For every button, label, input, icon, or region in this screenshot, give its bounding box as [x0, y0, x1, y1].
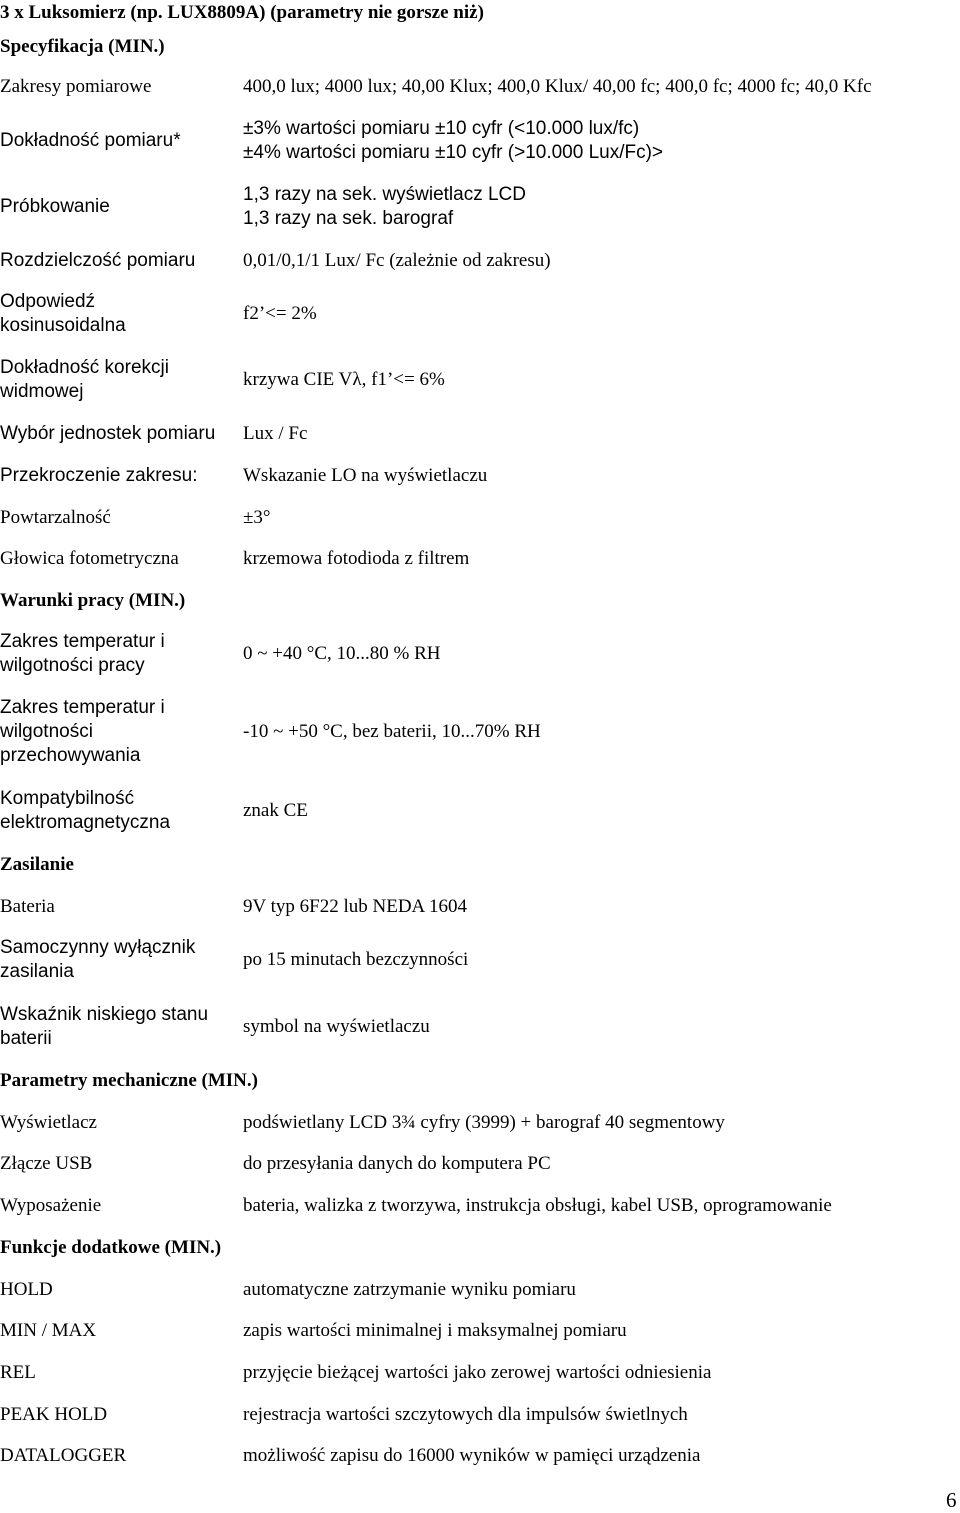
value-autooff: po 15 minutach bezczynności	[243, 949, 469, 970]
label-lowbat-2: baterii	[0, 1028, 52, 1049]
label-spectral-1: Dokładność korekcji	[0, 357, 169, 378]
value-spectral: krzywa CIE Vλ, f1’<= 6%	[243, 369, 445, 390]
value-ranges: 400,0 lux; 4000 lux; 40,00 Klux; 400,0 Klux/ 40,00 fc; 400,0 fc; 4000 fc; 40,0 Kfc	[243, 76, 872, 97]
value-sampling-1: 1,3 razy na sek. wyświetlacz LCD	[243, 184, 526, 205]
value-accuracy-2: ±4% wartości pomiaru ±10 cyfr (>10.000 Lux/Fc)>	[243, 142, 664, 163]
label-datalogger: DATALOGGER	[0, 1445, 127, 1466]
value-cosine: f2’<= 2%	[243, 303, 317, 324]
section-title-spec: Specyfikacja (MIN.)	[0, 36, 165, 57]
label-spectral-2: widmowej	[0, 381, 84, 402]
section-title-work: Warunki pracy (MIN.)	[0, 590, 186, 611]
label-repeat: Powtarzalność	[0, 507, 111, 528]
label-cosine-1: Odpowiedź	[0, 291, 96, 312]
label-autooff-1: Samoczynny wyłącznik	[0, 937, 196, 958]
document-heading: 3 x Luksomierz (np. LUX8809A) (parametry nie gorsze niż)	[0, 2, 484, 23]
value-display: podświetlany LCD 3¾ cyfry (3999) + barograf 40 segmentowy	[243, 1112, 725, 1133]
value-lowbat: symbol na wyświetlaczu	[243, 1016, 430, 1037]
label-ranges: Zakresy pomiarowe	[0, 76, 152, 97]
label-sampling: Próbkowanie	[0, 196, 110, 217]
label-storage-1: Zakres temperatur i	[0, 697, 165, 718]
label-storage-3: przechowywania	[0, 745, 141, 766]
label-usb: Złącze USB	[0, 1153, 93, 1174]
value-datalogger: możliwość zapisu do 16000 wyników w pamięci urządzenia	[243, 1445, 701, 1466]
section-title-extra: Funkcje dodatkowe (MIN.)	[0, 1237, 222, 1258]
value-rel: przyjęcie bieżącej wartości jako zerowej wartości odniesienia	[243, 1362, 712, 1383]
label-display: Wyświetlacz	[0, 1112, 97, 1133]
value-emc: znak CE	[243, 800, 308, 821]
value-storage: -10 ~ +50 °C, bez baterii, 10...70% RH	[243, 721, 541, 742]
label-equipment: Wyposażenie	[0, 1195, 102, 1216]
value-resolution: 0,01/0,1/1 Lux/ Fc (zależnie od zakresu)	[243, 250, 551, 271]
value-sampling-2: 1,3 razy na sek. barograf	[243, 208, 454, 229]
value-overrange: Wskazanie LO na wyświetlaczu	[243, 465, 488, 486]
label-emc-1: Kompatybilność	[0, 788, 135, 809]
label-autooff-2: zasilania	[0, 961, 74, 982]
label-lowbat-1: Wskaźnik niskiego stanu	[0, 1004, 209, 1025]
label-head: Głowica fotometryczna	[0, 548, 179, 569]
label-overrange: Przekroczenie zakresu:	[0, 465, 198, 486]
value-minmax: zapis wartości minimalnej i maksymalnej pomiaru	[243, 1320, 627, 1341]
label-operating-1: Zakres temperatur i	[0, 631, 165, 652]
label-peak: PEAK HOLD	[0, 1404, 108, 1425]
label-rel: REL	[0, 1362, 36, 1383]
label-operating-2: wilgotności pracy	[0, 655, 145, 676]
label-minmax: MIN / MAX	[0, 1320, 97, 1341]
label-resolution: Rozdzielczość pomiaru	[0, 250, 196, 271]
value-head: krzemowa fotodioda z filtrem	[243, 548, 470, 569]
value-accuracy-1: ±3% wartości pomiaru ±10 cyfr (<10.000 lux/fc)	[243, 118, 640, 139]
label-hold: HOLD	[0, 1279, 53, 1300]
label-emc-2: elektromagnetyczna	[0, 812, 171, 833]
page-number: 6	[946, 1488, 957, 1512]
value-battery: 9V typ 6F22 lub NEDA 1604	[243, 896, 467, 917]
label-cosine-2: kosinusoidalna	[0, 315, 126, 336]
label-storage-2: wilgotności	[0, 721, 93, 742]
value-operating: 0 ~ +40 °C, 10...80 % RH	[243, 643, 441, 664]
value-repeat: ±3°	[243, 507, 271, 528]
label-accuracy: Dokładność pomiaru*	[0, 130, 181, 151]
value-usb: do przesyłania danych do komputera PC	[243, 1153, 551, 1174]
section-title-power: Zasilanie	[0, 854, 74, 875]
label-battery: Bateria	[0, 896, 55, 917]
label-units: Wybór jednostek pomiaru	[0, 423, 216, 444]
value-units: Lux / Fc	[243, 423, 308, 444]
value-equipment: bateria, walizka z tworzywa, instrukcja obsługi, kabel USB, oprogramowanie	[243, 1195, 832, 1216]
section-title-mech: Parametry mechaniczne (MIN.)	[0, 1070, 258, 1091]
value-peak: rejestracja wartości szczytowych dla impulsów świetlnych	[243, 1404, 688, 1425]
value-hold: automatyczne zatrzymanie wyniku pomiaru	[243, 1279, 576, 1300]
